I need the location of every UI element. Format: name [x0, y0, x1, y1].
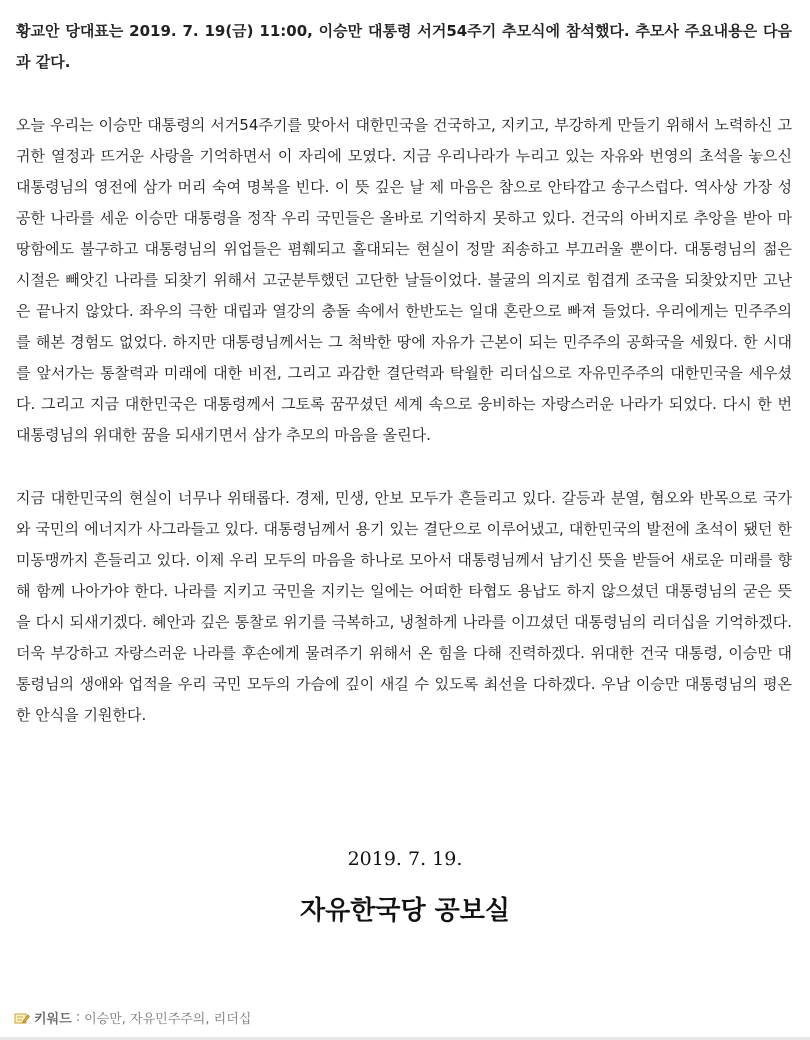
- article-lead: 황교안 당대표는 2019. 7. 19(금) 11:00, 이승만 대통령 서거54주기 추모식에 참석했다. 추모사 주요내용은 다음과 같다.: [16, 22, 792, 71]
- pencil-note-icon: [14, 1012, 30, 1024]
- article-paragraph-1: 오늘 우리는 이승만 대통령의 서거54주기를 맞아서 대한민국을 건국하고, 지키고, 부강하게 만들기 위해서 노력하신 고귀한 열정과 뜨거운 사랑을 기억하면서 이 자리에 모였다. 지금 우리나라가 누리고 있는 자유와 번영의 초석을 놓으신 대통령님의 영전에 삼가 머리 숙여 명복을 빈다. 이 뜻 깊은 날 제 마음은 참으로 안타깝고 송구스럽다. 역사상 가장 성공한 나라를 세운 이승만 대통령을 정작 우리 국민들은 올바로 기억하지 못하고 있다. 건국의 아버지로 추앙을 받아 마땅함에도 불구하고 대통령님의 위업들은 폄훼되고 홀대되는 현실이 정말 죄송하고 부끄러울 뿐이다. 대통령님의 젊은 시절은 빼앗긴 나라를 되찾기 위해서 고군분투했던 고단한 날들이었다. 불굴의 의지로 힘겹게 조국을 되찾았지만 고난은 끝나지 않았다. 좌우의 극한 대립과 열강의 충돌 속에서 한반도는 일대 혼란으로 빠져 들었다. 우리에게는 민주주의를 해본 경험도 없었다. 하지만 대통령님께서는 그 척박한 땅에 자유가 근본이 되는 민주주의 공화국을 세웠다. 한 시대를 앞서가는 통찰력과 미래에 대한 비전, 그리고 과감한 결단력과 탁월한 리더십으로 자유민주주의 대한민국을 세우셨다. 그리고 지금 대한민국은 대통령께서 그토록 꿈꾸셨던 세계 속으로 웅비하는 자랑스러운 나라가 되었다. 다시 한 번 대통령님의 위대한 꿈을 되새기면서 삼가 추모의 마음을 올린다.: [16, 116, 792, 444]
- keywords-separator: :: [75, 1010, 81, 1025]
- keywords-value: 이승만, 자유민주주의, 리더십: [84, 1012, 252, 1027]
- press-release-article: [16, 16, 792, 763]
- signature-date: 2019. 7. 19.: [347, 848, 463, 870]
- signature-organization: 자유한국당 공보실: [300, 896, 510, 926]
- keywords-row: [14, 1008, 251, 1027]
- keywords-label: 키워드: [34, 1012, 72, 1027]
- article-paragraph-2: 지금 대한민국의 현실이 너무나 위태롭다. 경제, 민생, 안보 모두가 흔들리고 있다. 갈등과 분열, 혐오와 반목으로 국가와 국민의 에너지가 사그라들고 있다. 대통령님께서 용기 있는 결단으로 이루어냈고, 대한민국의 발전에 초석이 됐던 한미동맹까지 흔들리고 있다. 이제 우리 모두의 마음을 하나로 모아서 대통령님께서 남기신 뜻을 받들어 새로운 미래를 향해 함께 나아가야 한다. 나라를 지키고 국민을 지키는 일에는 어떠한 타협도 용납도 하지 않으셨던 대통령님의 굳은 뜻을 다시 되새기겠다. 혜안과 깊은 통찰로 위기를 극복하고, 냉철하게 나라를 이끄셨던 대통령님의 리더십을 기억하겠다. 더욱 부강하고 자랑스러운 나라를 후손에게 물려주기 위해서 온 힘을 다해 진력하겠다. 위대한 건국 대통령, 이승만 대통령님의 생애와 업적을 우리 국민 모두의 가슴에 깊이 새길 수 있도록 최선을 다하겠다. 우남 이승만 대통령님의 평온한 안식을 기원한다.: [16, 489, 792, 724]
